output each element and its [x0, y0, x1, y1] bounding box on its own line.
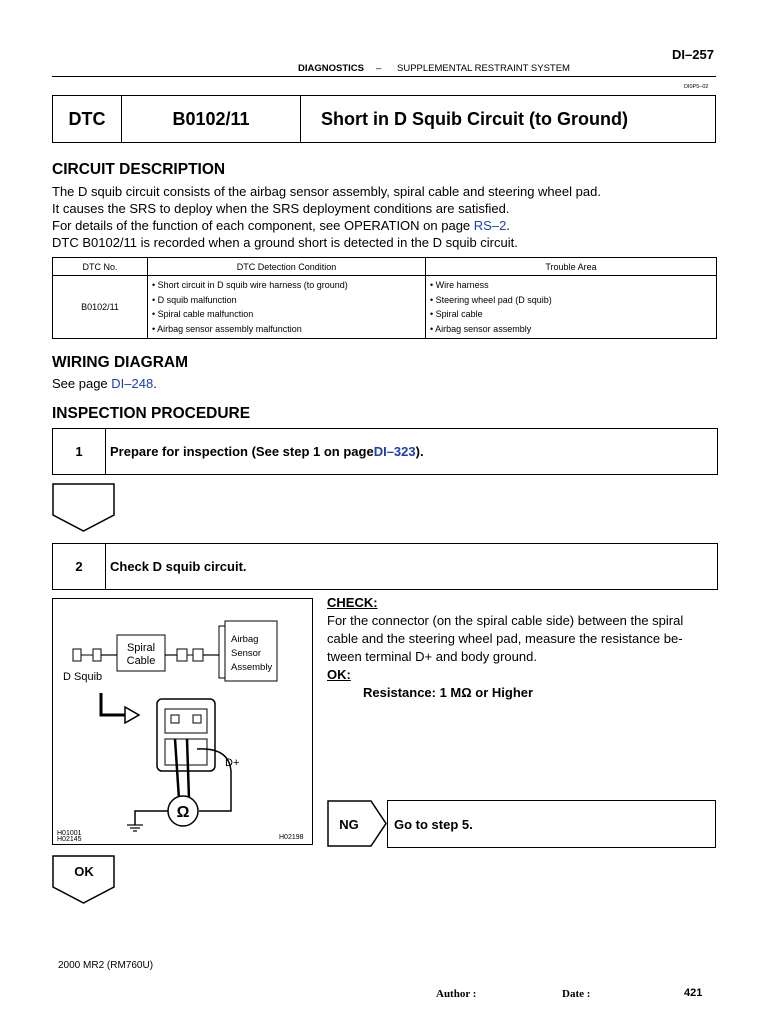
header-section: DIAGNOSTICS	[298, 63, 364, 74]
figure-code-1: H01001	[57, 830, 82, 837]
table-cell-areas	[426, 276, 717, 339]
spiral-label-2: Cable	[126, 655, 156, 667]
step-2-number: 2	[53, 544, 106, 589]
condition-item: • D squib malfunction	[152, 294, 237, 305]
step-1-text	[110, 429, 424, 474]
check-text-3: tween terminal D+ and body ground.	[327, 649, 537, 664]
ok-value: Resistance: 1 MΩ or Higher	[363, 685, 534, 700]
circuit-line-3-end: .	[506, 218, 510, 233]
table-header-row	[53, 258, 717, 276]
airbag-label-1: Airbag	[231, 634, 259, 645]
step-2-box	[52, 543, 718, 590]
circuit-description-heading: CIRCUIT DESCRIPTION	[52, 161, 226, 178]
d-squib-label: D Squib	[63, 671, 103, 683]
page-id: DI–257	[672, 47, 714, 62]
ground-wire	[135, 811, 168, 825]
footer-date: Date :	[562, 988, 591, 1000]
spiral-label-1: Spiral	[126, 642, 156, 654]
arrow-shaft	[101, 693, 127, 715]
dtc-table	[52, 257, 717, 339]
illustration-svg	[53, 599, 312, 844]
circuit-line-4: DTC B0102/11 is recorded when a ground short is detected in the D squib circuit.	[52, 235, 518, 250]
check-label: CHECK:	[327, 595, 378, 610]
rs2-link[interactable]: RS–2	[473, 218, 507, 233]
ng-label: NG	[339, 816, 359, 832]
dtc-code: B0102/11	[122, 96, 301, 142]
condition-item: • Short circuit in D squib wire harness (to ground)	[152, 280, 348, 290]
wiring-diagram-heading: WIRING DIAGRAM	[52, 354, 189, 371]
ground-icon	[127, 825, 143, 831]
wiring-text: See page	[52, 376, 112, 391]
check-text-1: For the connector (on the spiral cable side) between the spiral	[327, 613, 684, 628]
figure-code-2: H02145	[57, 836, 82, 843]
dtc-title: Short in D Squib Circuit (to Ground)	[321, 108, 628, 129]
di323-link[interactable]: DI–323	[373, 444, 416, 459]
table-header-condition: DTC Detection Condition	[148, 258, 426, 276]
circuit-description	[52, 183, 722, 251]
circuit-line-3-text: For details of the function of each component, see OPERATION on page	[52, 218, 474, 233]
check-block	[327, 594, 719, 702]
d-plus-label: D+	[225, 757, 240, 769]
ok-tag	[52, 855, 116, 905]
header-rule	[52, 76, 716, 77]
figure-code-3: H02198	[279, 834, 304, 841]
step-1-box	[52, 428, 718, 475]
area-item: • Airbag sensor assembly	[430, 323, 532, 334]
step-1-end: ).	[415, 444, 424, 459]
dtc-title-box	[52, 95, 716, 143]
dtc-label: DTC	[53, 96, 122, 142]
inspection-procedure-heading: INSPECTION PROCEDURE	[52, 405, 251, 422]
next-step-arrow-shape	[53, 484, 114, 531]
ohm-symbol: Ω	[176, 804, 190, 821]
condition-item: • Spiral cable malfunction	[152, 309, 254, 319]
d-squib-connector	[73, 649, 117, 661]
step-1-number: 1	[53, 429, 106, 474]
footer-model: 2000 MR2 (RM760U)	[58, 960, 154, 971]
header-system: SUPPLEMENTAL RESTRAINT SYSTEM	[397, 63, 570, 74]
header-dash: –	[376, 63, 382, 74]
circuit-line-1: The D squib circuit consists of the airbag sensor assembly, spiral cable and steering wheel pad.	[52, 184, 601, 199]
ok-tag-label: OK	[74, 864, 94, 879]
check-text-2: cable and the steering wheel pad, measure the resistance be-	[327, 631, 683, 646]
wiring-illustration	[52, 598, 313, 845]
area-item: • Steering wheel pad (D squib)	[430, 294, 552, 305]
wiring-see-page	[52, 375, 157, 392]
footer-page-number: 421	[684, 987, 703, 999]
circuit-line-3	[52, 217, 722, 234]
ok-label: OK:	[327, 667, 351, 682]
step-2-text: Check D squib circuit.	[110, 559, 247, 574]
ng-text: Go to step 5.	[394, 816, 473, 832]
circuit-line-2: It causes the SRS to deploy when the SRS deployment conditions are satisfied.	[52, 201, 510, 216]
step-1-label: Prepare for inspection (See step 1 on page	[110, 444, 374, 459]
table-header-trouble-area: Trouble Area	[426, 258, 717, 276]
airbag-label-2: Sensor	[231, 648, 262, 659]
arrow-head	[125, 707, 139, 723]
table-cell-dtc-no: B0102/11	[53, 276, 148, 339]
airbag-label-3: Assembly	[231, 662, 273, 673]
wiring-end: .	[153, 376, 157, 391]
ng-box	[387, 800, 716, 848]
table-cell-conditions	[148, 276, 426, 339]
doc-code: DI0P5–02	[684, 84, 709, 90]
table-row	[53, 276, 717, 339]
area-item: • Spiral cable	[430, 309, 483, 319]
condition-item: • Airbag sensor assembly malfunction	[152, 323, 302, 334]
di248-link[interactable]: DI–248	[111, 376, 154, 391]
footer-author: Author :	[436, 988, 477, 1000]
table-header-dtc-no: DTC No.	[53, 258, 148, 276]
next-step-arrow	[52, 483, 116, 533]
area-item: • Wire harness	[430, 280, 489, 290]
